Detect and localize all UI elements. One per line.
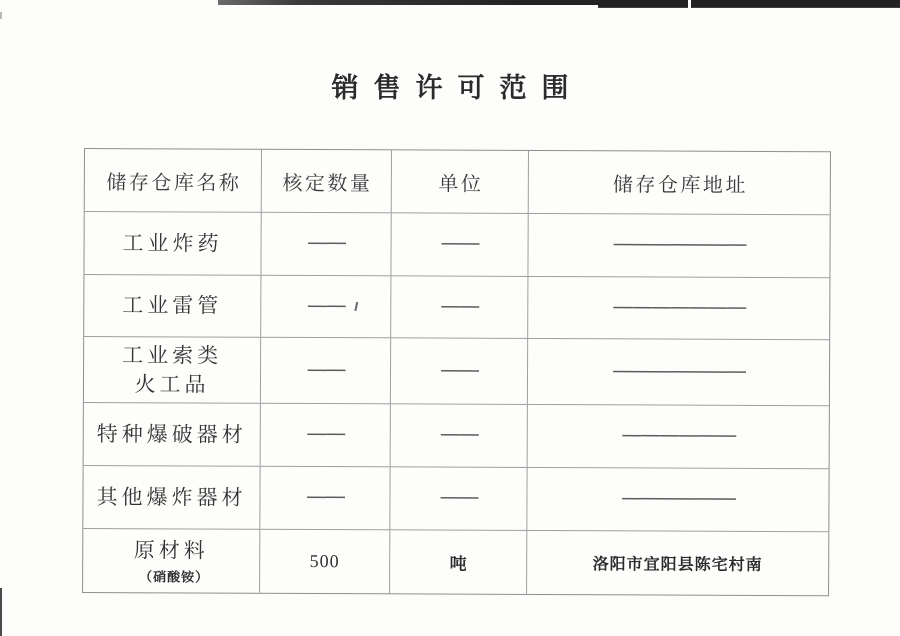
warehouse-name-text: 特种爆破器材: [96, 421, 247, 447]
cell-quantity: [260, 404, 390, 467]
table-row: [84, 274, 829, 339]
cell-quantity: [260, 338, 390, 404]
table-body: [83, 211, 830, 595]
dash-mark: ——: [440, 230, 479, 255]
dash-mark: ——: [439, 421, 478, 446]
cell-address: [527, 214, 829, 277]
scan-left-mark: [0, 12, 2, 19]
table-header-row: [85, 149, 830, 214]
dash-mark: ——————: [621, 422, 736, 447]
warehouse-name-text: 工业索类: [122, 342, 223, 368]
cell-address: [527, 277, 829, 339]
cell-warehouse-name: [83, 466, 259, 529]
cell-address: [527, 405, 829, 468]
dash-mark: ———————: [611, 357, 746, 383]
dash-mark: ———————: [612, 293, 746, 319]
table-row: [84, 336, 829, 405]
header-cell-3: 储存仓库地址: [528, 151, 830, 214]
table-row: [83, 528, 828, 595]
cell-value: 洛阳市宜阳县陈宅村南: [592, 556, 763, 574]
cell-value: 吨: [449, 554, 467, 574]
table-row: [83, 465, 828, 531]
header-cell-0: 储存仓库名称: [106, 171, 242, 195]
cell-quantity: [259, 467, 389, 530]
cell-quantity: [259, 530, 389, 594]
header-cell-1: 核定数量: [261, 150, 391, 213]
scan-edge-notch: [688, 0, 691, 8]
cell-address: [526, 531, 828, 595]
warehouse-name-text: 火工品: [134, 371, 210, 397]
dash-mark: ——: [440, 293, 479, 318]
warehouse-name-text: 其他爆炸器材: [96, 484, 247, 510]
table-row: [84, 211, 829, 277]
scan-left-edge-strip: [0, 588, 2, 636]
cell-warehouse-name: [84, 403, 260, 466]
header-cell-2: 单位: [391, 150, 528, 213]
dash-mark: ——: [306, 292, 345, 317]
cell-unit: [389, 530, 526, 594]
cell-unit: [390, 213, 527, 276]
cell-warehouse-name: [83, 529, 259, 593]
cell-unit: [390, 276, 527, 338]
warehouse-name-text: 工业炸药: [122, 230, 223, 256]
cell-warehouse-name: [84, 337, 260, 403]
dash-mark: ——: [306, 420, 345, 446]
stray-pen-tick: [354, 301, 357, 310]
dash-mark: ——: [307, 229, 346, 255]
cell-quantity: [260, 213, 390, 276]
cell-quantity: [260, 276, 390, 338]
cell-unit: [390, 404, 527, 467]
cell-unit: [390, 338, 527, 404]
material-note: （硝酸铵）: [139, 569, 210, 585]
cell-address: [526, 468, 828, 531]
dash-mark: ——: [306, 356, 345, 381]
cell-address: [527, 339, 829, 405]
cell-warehouse-name: [84, 212, 260, 275]
table-row: [84, 402, 829, 468]
cell-warehouse-name: [84, 275, 260, 337]
dash-mark: ——: [305, 483, 345, 509]
cell-value: 500: [309, 550, 340, 572]
dash-mark: ——: [439, 484, 478, 509]
scan-edge-artifact-dark: [598, 0, 900, 8]
permit-scope-table: [82, 148, 831, 596]
dash-mark: ——: [439, 357, 479, 382]
dash-mark: ———————: [612, 231, 746, 256]
page-title: 销售许可范围: [331, 73, 584, 104]
dash-mark: ——————: [620, 485, 736, 510]
warehouse-name-text: 工业雷管: [122, 293, 223, 318]
cell-unit: [389, 467, 526, 530]
warehouse-name-text: 原材料: [133, 538, 209, 563]
